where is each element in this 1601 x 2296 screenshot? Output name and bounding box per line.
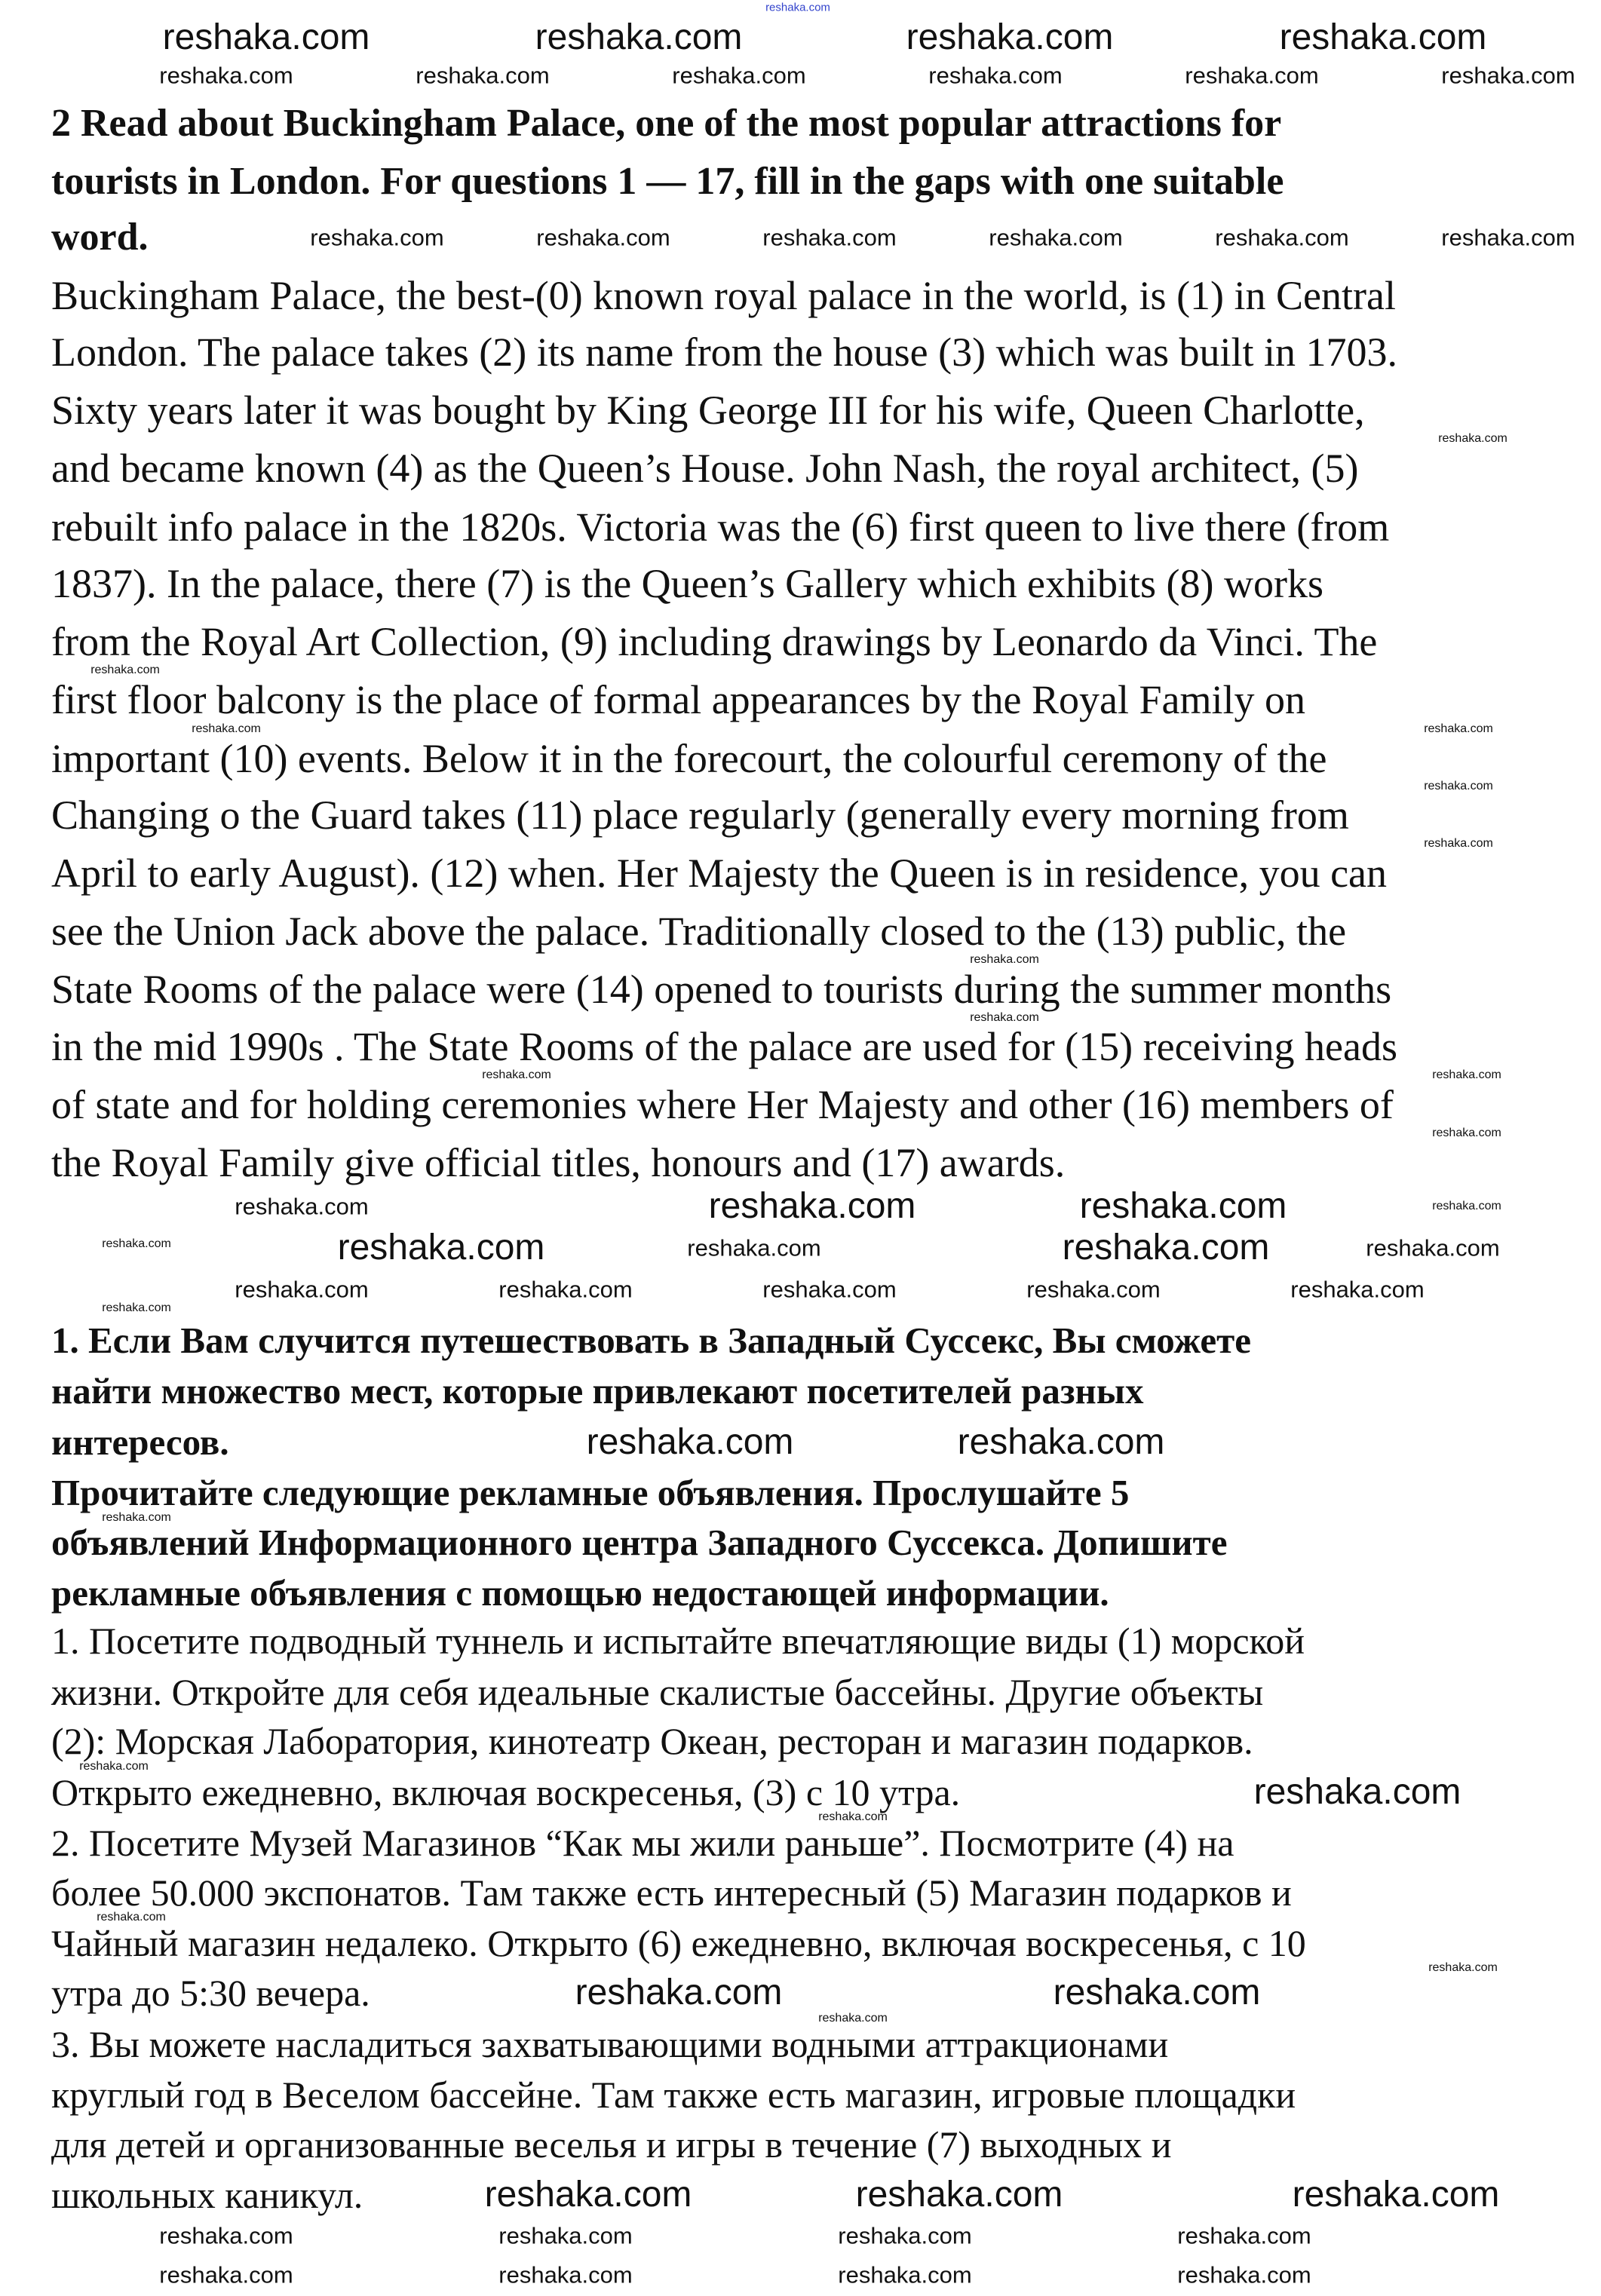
watermark: reshaka.com [1441, 224, 1575, 251]
watermark: reshaka.com [1215, 224, 1349, 251]
watermark: reshaka.com [159, 62, 293, 89]
text-line: see the Union Jack above the palace. Traditionally closed to the (13) public, the [51, 909, 1347, 954]
watermark: reshaka.com [310, 224, 444, 251]
exercise-heading-line: найти множество мест, которые привлекают посетителей разных [51, 1370, 1144, 1412]
watermark: reshaka.com [102, 1301, 171, 1314]
watermark: reshaka.com [102, 1511, 171, 1524]
text-line: Buckingham Palace, the best-(0) known royal palace in the world, is (1) in Central [51, 273, 1396, 318]
watermark: reshaka.com [535, 17, 743, 57]
text-line: from the Royal Art Collection, (9) including drawings by Leonardo da Vinci. The [51, 619, 1378, 664]
watermark: reshaka.com [672, 62, 806, 89]
text-line: утра до 5:30 вечера. [51, 1972, 370, 2014]
watermark: reshaka.com [575, 1973, 783, 2012]
watermark: reshaka.com [906, 17, 1114, 57]
exercise-heading-line: word. [51, 216, 149, 259]
watermark: reshaka.com [818, 2012, 888, 2025]
text-line: 1837). In the palace, there (7) is the Queen’s Gallery which exhibits (8) works [51, 561, 1323, 606]
text-line: круглый год в Веселом бассейне. Там также есть магазин, игровые площадки [51, 2074, 1296, 2116]
exercise-heading-line: рекламные объявления с помощью недостающей информации. [51, 1572, 1109, 1614]
watermark: reshaka.com [1292, 2175, 1500, 2215]
watermark: reshaka.com [159, 2222, 293, 2249]
watermark: reshaka.com [498, 2261, 633, 2288]
watermark: reshaka.com [1177, 2261, 1311, 2288]
text-line: first floor balcony is the place of formal appearances by the Royal Family on [51, 677, 1305, 722]
watermark: reshaka.com [1026, 1276, 1161, 1303]
watermark: reshaka.com [1424, 837, 1493, 850]
watermark: reshaka.com [498, 2222, 633, 2249]
watermark: reshaka.com [1432, 1200, 1501, 1212]
watermark: reshaka.com [1432, 1127, 1501, 1139]
watermark: reshaka.com [708, 1186, 916, 1226]
watermark: reshaka.com [1441, 62, 1575, 89]
watermark: reshaka.com [1279, 17, 1487, 57]
watermark: reshaka.com [102, 1237, 171, 1250]
watermark: reshaka.com [235, 1276, 369, 1303]
text-line: 2. Посетите Музей Магазинов “Как мы жили раньше”. Посмотрите (4) на [51, 1822, 1234, 1864]
watermark: reshaka.com [192, 722, 261, 735]
watermark: reshaka.com [159, 2261, 293, 2288]
watermark: reshaka.com [1079, 1186, 1287, 1226]
watermark: reshaka.com [97, 1911, 166, 1924]
text-line: rebuilt info palace in the 1820s. Victoria was the (6) first queen to live there (from [51, 504, 1390, 550]
watermark: reshaka.com [989, 224, 1123, 251]
text-line: important (10) events. Below it in the forecourt, the colourful ceremony of the [51, 736, 1327, 781]
watermark: reshaka.com [1432, 1068, 1501, 1081]
watermark: reshaka.com [482, 1068, 551, 1081]
text-line: April to early August). (12) when. Her Majesty the Queen is in residence, you can [51, 851, 1388, 896]
exercise-heading-line: 2 Read about Buckingham Palace, one of the most popular attractions for [51, 102, 1282, 145]
text-line: жизни. Откройте для себя идеальные скалистые бассейны. Другие объекты [51, 1671, 1264, 1713]
text-line: London. The palace takes (2) its name from the house (3) which was built in 1703. [51, 330, 1398, 375]
text-line: of state and for holding ceremonies where Her Majesty and other (16) members of [51, 1082, 1394, 1127]
watermark: reshaka.com [1062, 1228, 1270, 1268]
text-line: для детей и организованные веселья и игры в течение (7) выходных и [51, 2123, 1172, 2166]
watermark: reshaka.com [1424, 780, 1493, 792]
text-line: Чайный магазин недалеко. Открыто (6) ежедневно, включая воскресенья, с 10 [51, 1922, 1306, 1964]
text-line: школьных каникул. [51, 2174, 363, 2216]
watermark: reshaka.com [957, 1422, 1165, 1462]
watermark: reshaka.com [970, 1011, 1039, 1024]
watermark: reshaka.com [970, 953, 1039, 966]
exercise-heading-line: Прочитайте следующие рекламные объявления. Прослушайте 5 [51, 1472, 1130, 1513]
watermark: reshaka.com [79, 1760, 149, 1773]
text-line: 3. Вы можете насладиться захватывающими водными аттракционами [51, 2023, 1169, 2065]
watermark: reshaka.com [838, 2261, 972, 2288]
watermark: reshaka.com [928, 62, 1063, 89]
watermark: reshaka.com [1177, 2222, 1311, 2249]
watermark: reshaka.com [1185, 62, 1319, 89]
watermark: reshaka.com [1290, 1276, 1425, 1303]
watermark: reshaka.com [1438, 432, 1507, 445]
exercise-heading-line: объявлений Информационного центра Западного Суссекса. Допишите [51, 1522, 1228, 1563]
watermark: reshaka.com [235, 1193, 369, 1220]
watermark: reshaka.com [162, 17, 370, 57]
watermark: reshaka.com [1428, 1961, 1498, 1974]
watermark: reshaka.com [1253, 1772, 1461, 1812]
watermark: reshaka.com [855, 2175, 1063, 2215]
top-watermark: reshaka.com [765, 1, 830, 14]
text-line: Sixty years later it was bought by King George III for his wife, Queen Charlotte, [51, 388, 1365, 433]
text-line: Открыто ежедневно, включая воскресенья, (3) с 10 утра. [51, 1771, 961, 1813]
watermark: reshaka.com [484, 2175, 692, 2215]
watermark: reshaka.com [687, 1234, 821, 1261]
text-line: the Royal Family give official titles, honours and (17) awards. [51, 1140, 1066, 1185]
text-line: in the mid 1990s . The State Rooms of the palace are used for (15) receiving heads [51, 1024, 1397, 1069]
text-line: более 50.000 экспонатов. Там также есть интересный (5) Магазин подарков и [51, 1871, 1292, 1914]
exercise-heading-line: 1. Если Вам случится путешествовать в Западный Суссекс, Вы сможете [51, 1320, 1251, 1361]
watermark: reshaka.com [337, 1228, 545, 1268]
watermark: reshaka.com [1053, 1973, 1261, 2012]
watermark: reshaka.com [416, 62, 550, 89]
text-line: 1. Посетите подводный туннель и испытайте впечатляющие виды (1) морской [51, 1620, 1305, 1662]
exercise-heading-line: интересов. [51, 1421, 229, 1463]
watermark: reshaka.com [498, 1276, 633, 1303]
text-line: and became known (4) as the Queen’s House. John Nash, the royal architect, (5) [51, 446, 1359, 491]
watermark: reshaka.com [1366, 1234, 1500, 1261]
watermark: reshaka.com [536, 224, 670, 251]
watermark: reshaka.com [818, 1810, 888, 1823]
text-line: (2): Морская Лаборатория, кинотеатр Океан, ресторан и магазин подарков. [51, 1720, 1253, 1762]
watermark: reshaka.com [762, 1276, 897, 1303]
text-line: Changing o the Guard takes (11) place regularly (generally every morning from [51, 792, 1349, 838]
watermark: reshaka.com [90, 664, 160, 676]
text-line: State Rooms of the palace were (14) opened to tourists during the summer months [51, 967, 1392, 1012]
watermark: reshaka.com [1424, 722, 1493, 735]
watermark: reshaka.com [586, 1422, 794, 1462]
watermark: reshaka.com [838, 2222, 972, 2249]
watermark: reshaka.com [762, 224, 897, 251]
exercise-heading-line: tourists in London. For questions 1 — 17, fill in the gaps with one suitable [51, 160, 1284, 203]
